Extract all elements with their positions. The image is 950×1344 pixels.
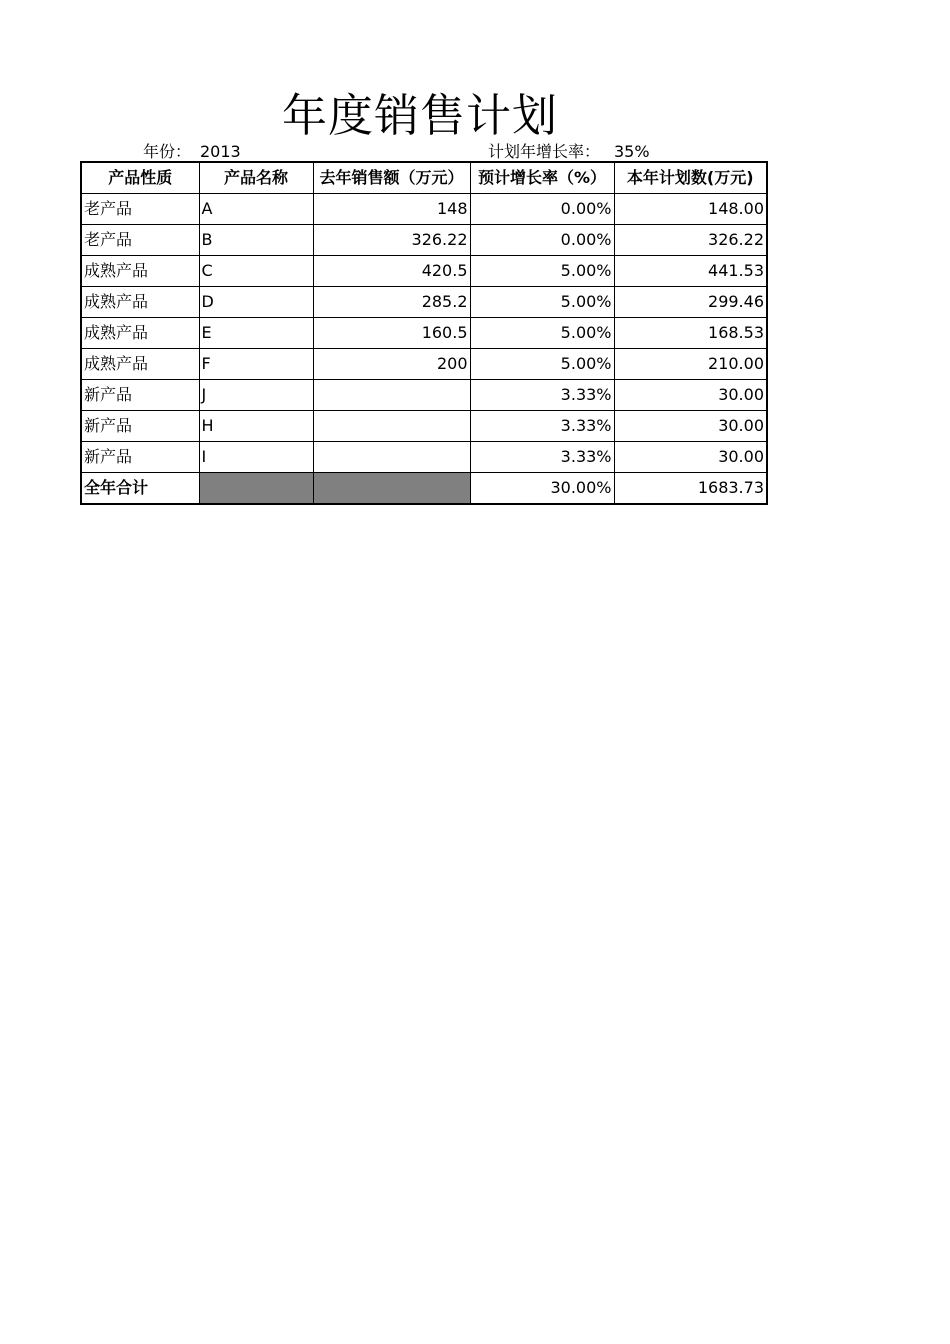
total-row [81,473,767,505]
cell-last-year-sales[interactable] [313,380,470,411]
header-this-year-plan[interactable]: 本年计划数(万元) [614,162,767,194]
cell-product-name[interactable]: D [199,287,313,318]
cell-last-year-sales[interactable] [313,411,470,442]
cell-product-name[interactable]: B [199,225,313,256]
cell-this-year-plan[interactable]: 148.00 [614,194,767,225]
header-row [81,162,767,194]
cell-product-name[interactable]: H [199,411,313,442]
cell-product-type[interactable]: 成熟产品 [81,256,199,287]
cell-expected-growth[interactable]: 0.00% [470,225,614,256]
cell-this-year-plan[interactable]: 441.53 [614,256,767,287]
table-row [81,256,767,287]
total-plan[interactable]: 1683.73 [614,473,767,505]
cell-last-year-sales[interactable]: 160.5 [313,318,470,349]
cell-product-name[interactable]: J [199,380,313,411]
planned-growth-label: 计划年增长率： [488,142,601,161]
planned-growth-value: 35% [614,142,650,161]
table-row [81,318,767,349]
total-label[interactable]: 全年合计 [81,473,199,505]
cell-last-year-sales[interactable]: 148 [313,194,470,225]
cell-expected-growth[interactable]: 5.00% [470,256,614,287]
cell-expected-growth[interactable]: 5.00% [470,287,614,318]
cell-this-year-plan[interactable]: 326.22 [614,225,767,256]
total-growth[interactable]: 30.00% [470,473,614,505]
cell-expected-growth[interactable]: 5.00% [470,318,614,349]
cell-this-year-plan[interactable]: 30.00 [614,411,767,442]
table-row [81,225,767,256]
cell-expected-growth[interactable]: 3.33% [470,442,614,473]
cell-expected-growth[interactable]: 5.00% [470,349,614,380]
cell-this-year-plan[interactable]: 30.00 [614,380,767,411]
total-blank-cell[interactable] [313,473,470,505]
sheet-title: 年度销售计划 [281,89,558,142]
table-row [81,349,767,380]
cell-product-name[interactable]: E [199,318,313,349]
header-product-name[interactable]: 产品名称 [199,162,313,194]
cell-expected-growth[interactable]: 3.33% [470,380,614,411]
cell-this-year-plan[interactable]: 30.00 [614,442,767,473]
cell-product-name[interactable]: A [199,194,313,225]
year-label: 年份： [143,142,192,161]
table-row [81,380,767,411]
header-last-year-sales[interactable]: 去年销售额（万元） [313,162,470,194]
table-row [81,194,767,225]
sales-plan-table-body [81,162,767,504]
header-expected-growth[interactable]: 预计增长率（%） [470,162,614,194]
cell-last-year-sales[interactable]: 420.5 [313,256,470,287]
cell-product-type[interactable]: 成熟产品 [81,318,199,349]
cell-expected-growth[interactable]: 3.33% [470,411,614,442]
table-row [81,287,767,318]
cell-this-year-plan[interactable]: 210.00 [614,349,767,380]
table-row [81,442,767,473]
total-blank-cell[interactable] [199,473,313,505]
cell-product-type[interactable]: 老产品 [81,194,199,225]
cell-this-year-plan[interactable]: 168.53 [614,318,767,349]
cell-product-type[interactable]: 成熟产品 [81,287,199,318]
cell-last-year-sales[interactable]: 326.22 [313,225,470,256]
cell-this-year-plan[interactable]: 299.46 [614,287,767,318]
cell-product-type[interactable]: 新产品 [81,411,199,442]
cell-product-name[interactable]: I [199,442,313,473]
cell-product-type[interactable]: 老产品 [81,225,199,256]
cell-product-type[interactable]: 新产品 [81,442,199,473]
year-value: 2013 [200,142,241,161]
cell-product-type[interactable]: 成熟产品 [81,349,199,380]
cell-expected-growth[interactable]: 0.00% [470,194,614,225]
cell-product-type[interactable]: 新产品 [81,380,199,411]
table-row [81,411,767,442]
header-product-type[interactable]: 产品性质 [81,162,199,194]
cell-product-name[interactable]: C [199,256,313,287]
sales-plan-table [80,161,768,505]
cell-last-year-sales[interactable]: 285.2 [313,287,470,318]
cell-last-year-sales[interactable] [313,442,470,473]
cell-product-name[interactable]: F [199,349,313,380]
cell-last-year-sales[interactable]: 200 [313,349,470,380]
